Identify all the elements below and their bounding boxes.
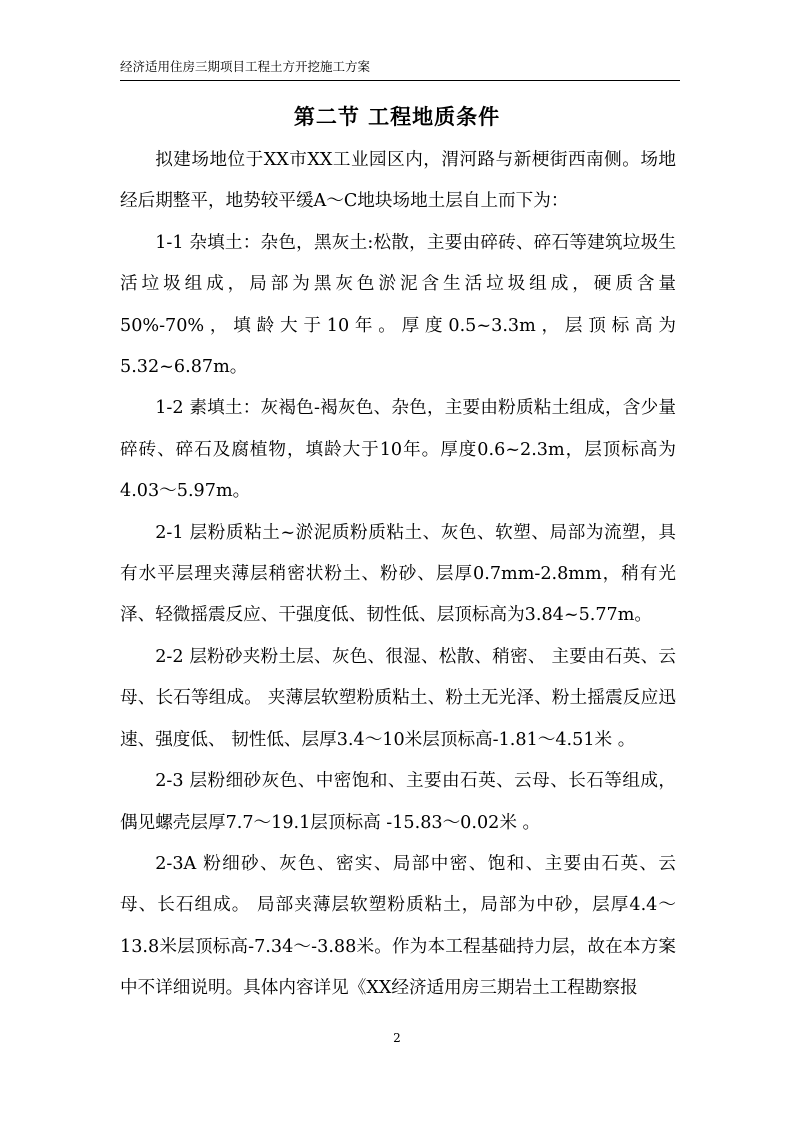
paragraph-layer-2-3a: 2-3A 粉细砂、灰色、密实、局部中密、饱和、主要由石英、云母、长石组成。 局部夹薄层软塑粉质粘土，局部为中砂，层厚4.4～13.8米层顶标高-7.34～-3.88米。作为本工程基础持力层，故在本方案中不详细说明。具体内容详见《XX经济适用房三期岩土工程勘察报	[120, 853, 676, 999]
paragraph-layer-2-1: 2-1 层粉质粘土~淤泥质粉质粘土、灰色、软塑、局部为流塑，具有水平层理夹薄层稍密状粉土、粉砂、层厚0.7mm-2.8mm，稍有光泽、轻微摇震反应、干强度低、韧性低、层顶标高为3.84~5.77m。	[120, 522, 676, 626]
paragraph-layer-1-1: 1-1 杂填土：杂色，黑灰土:松散，主要由碎砖、碎石等建筑垃圾生活垃圾组成，局部为黑灰色淤泥含生活垃圾组成，硬质含量50%-70%，填龄大于10年。厚度0.5~3.3m，层顶标高为5.32~6.87m。	[120, 232, 676, 378]
paragraph-layer-2-2: 2-2 层粉砂夹粉土层、灰色、很湿、松散、稍密、 主要由石英、云母、长石等组成。 夹薄层软塑粉质粘土、粉土无光泽、粉土摇震反应迅速、强度低、 韧性低、层厚3.4～10米层顶标高-1.81～4.51米 。	[120, 646, 676, 750]
paragraph-site-location: 拟建场地位于XX市XX工业园区内，渭河路与新梗街西南侧。场地经后期整平，地势较平缓A～C地块场地土层自上而下为：	[120, 150, 676, 212]
document-body	[120, 140, 676, 1010]
page-number: 2	[393, 1031, 401, 1045]
paragraph-layer-2-3: 2-3 层粉细砂灰色、中密饱和、主要由石英、云母、长石等组成，偶见螺壳层厚7.7～19.1层顶标高 -15.83～0.02米 。	[120, 771, 676, 833]
running-header: 经济适用住房三期项目工程土方开挖施工方案	[120, 58, 680, 81]
paragraph-layer-1-2: 1-2 素填土：灰褐色-褐灰色、杂色，主要由粉质粘土组成，含少量碎砖、碎石及腐植物，填龄大于10年。厚度0.6~2.3m，层顶标高为4.03～5.97m。	[120, 398, 676, 502]
section-title: 第二节 工程地质条件	[293, 104, 501, 129]
